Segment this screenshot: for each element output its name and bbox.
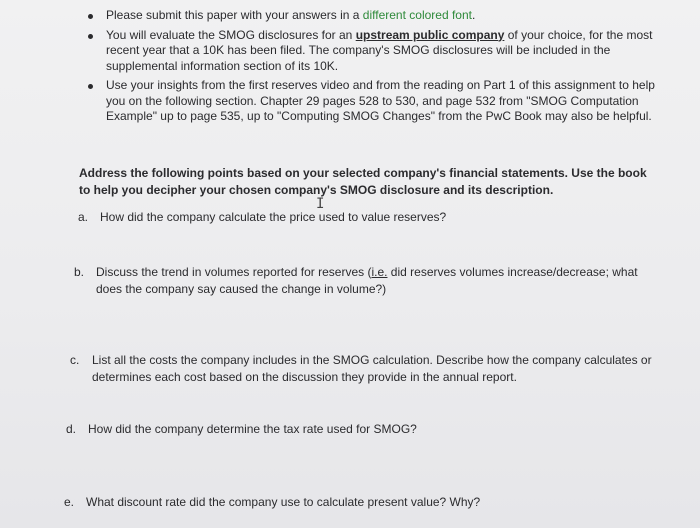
question-text-start: Discuss the trend in volumes reported for reserves (: [96, 265, 372, 279]
question-letter: a.: [78, 210, 89, 224]
question-letter: b.: [74, 265, 85, 279]
question-text-end: did reserves volumes increase/decrease; what does the company say caused the change in volume?): [96, 265, 638, 296]
bullet-item: [84, 28, 659, 75]
bullet-list: [84, 8, 659, 129]
bullet-dot-icon: [88, 34, 93, 39]
question-text: What discount rate did the company use to calculate present value? Why?: [86, 495, 481, 509]
text-cursor-icon: I: [316, 196, 325, 212]
question-b: [74, 264, 664, 300]
bullet-text: Please submit this paper with your answers in a: [106, 8, 363, 22]
bullet-item: [84, 8, 659, 24]
question-letter: e.: [64, 495, 75, 509]
question-text: [96, 264, 656, 298]
question-c: [70, 352, 660, 388]
bullet-dot-icon: [88, 14, 93, 19]
bullet-dot-icon: [88, 84, 93, 89]
question-d: [66, 421, 656, 441]
highlight-text: different colored font: [362, 8, 472, 22]
bullet-text: Use your insights from the first reserves video and from the reading on Part 1 of this assignment to help you on the following section. Chapter 29 pages 528 to 530, and page 532 from "SMOG Computation Example" up to page 535, up to "Computing SMOG Changes" from the PwC Book may also be helpful.: [106, 78, 655, 123]
question-text: How did the company determine the tax rate used for SMOG?: [88, 422, 417, 436]
bullet-text-end: of your choice, for the most recent year that a 10K has been filed. The company's SMOG disclosures will be included in the supplemental information section of its 10K.: [106, 27, 653, 73]
ie-link[interactable]: i.e.: [371, 265, 388, 279]
question-e: [64, 494, 654, 514]
question-a: [78, 209, 658, 229]
question-text: How did the company calculate the price used to value reserves?: [100, 210, 447, 224]
bullet-text-end: .: [471, 8, 476, 22]
bullet-item: [84, 78, 659, 125]
question-text: List all the costs the company includes in the SMOG calculation. Describe how the company calculates or determines each cost based on the discussion they provide in the annual report.: [92, 353, 652, 384]
instructions: Address the following points based on your selected company's financial statements. Use the book to help you decipher your chosen company's SMOG disclosure and its description.: [79, 166, 647, 197]
question-letter: c.: [70, 353, 80, 367]
question-letter: d.: [66, 422, 77, 436]
emphasis-text: upstream public company: [355, 27, 505, 42]
bullet-text: You will evaluate the SMOG disclosures for an: [106, 27, 356, 42]
